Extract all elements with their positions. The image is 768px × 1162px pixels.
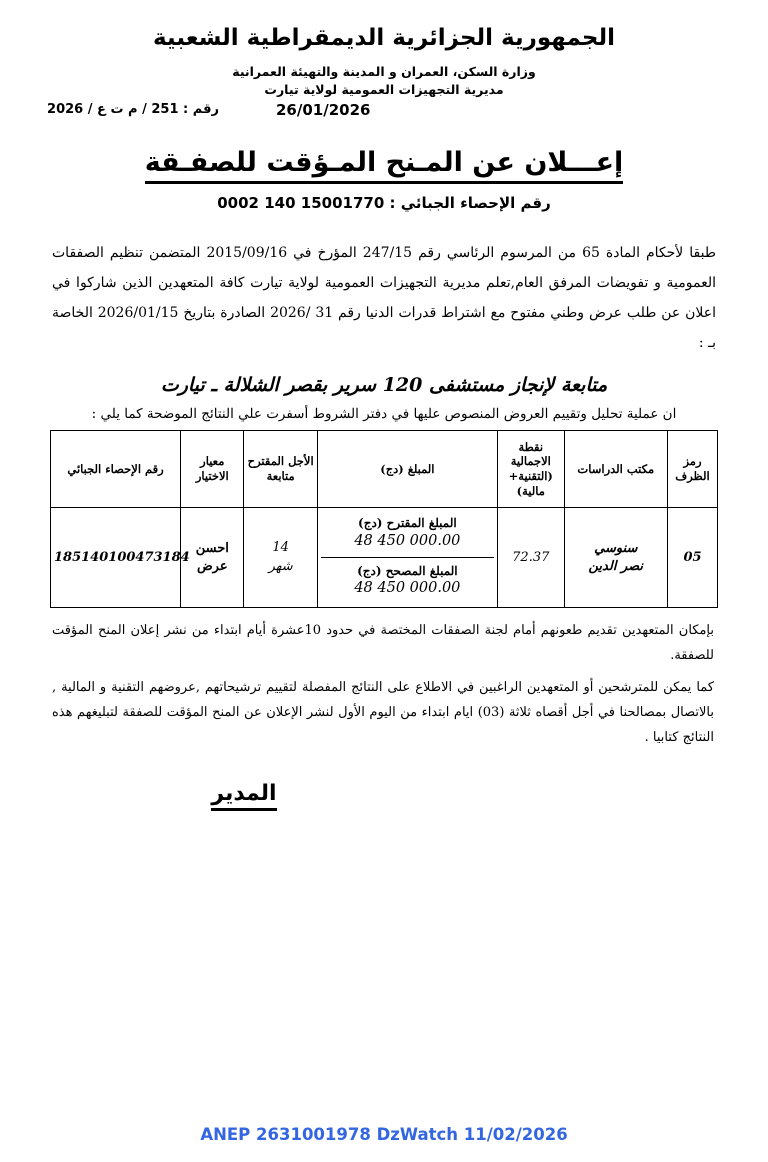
table-header [51, 431, 718, 508]
anep-footer: ANEP 2631001978 DzWatch 11/02/2026 [200, 1125, 568, 1144]
legal-basis-paragraph: طبقا لأحكام المادة 65 من المرسوم الرئاسي رقم 247/15 المؤرخ في 2015/09/16 المتضمن تنظيم الصفقات العمومية و تفويضات المرفق العام,تعلم مديرية التجهيزات العمومية لولاية تيارت كافة المتعهدين الذين شاركوا في اعلان عن طلب عرض وطني مفتوح مع اشتراط قدرات الدنيا رقم 31 /2026 الصادرة بتاريخ 2026/01/15 الخاصة بـ : [52, 245, 717, 352]
column-header-amount: المبلغ (دج) [317, 431, 497, 508]
results-table [50, 430, 718, 608]
criterion-line-1: احسن [195, 541, 229, 557]
column-header-total-score: نقطة الاجمالية (التقنية+ مالية) [497, 431, 564, 508]
amount-proposed-value: 48 450 000.00 [354, 532, 461, 549]
consultation-paragraph: كما يمكن للمترشحين أو المتعهدين الراغبين في الاطلاع على النتائج المفصلة لتقييم ترشيحاتهم ,عروضهم التقنية و المالية , بالاتصال بمصالحنا في أجل أقصاه ثلاثة (03) ايام ابتداء من اليوم الأول لنشر الإعلان عن المنح المؤقت للصفقة لتبليغهم هذه النتائج كتابيا . [52, 679, 715, 746]
header-reference-line [0, 101, 768, 125]
cell-study-office [564, 508, 667, 608]
appeal-paragraph: بإمكان المتعهدين تقديم طعونهم أمام لجنة الصفقات المختصة في حدود 10عشرة أيام ابتداء من نشر إعلان المنح المؤقت للصفقة. [52, 622, 715, 664]
tax-statistics-number: رقم الإحصاء الجبائي : 15001770 140 0002 [217, 194, 551, 212]
document-header [0, 24, 768, 125]
document-page [0, 24, 768, 1162]
ministry-block [0, 63, 768, 99]
evaluation-intro-line: ان عملية تحليل وتقييم العروض المنصوص عليها في دفتر الشروط أسفرت علي النتائج الموضحة كما يلي : [91, 406, 677, 423]
amount-proposed [321, 510, 494, 558]
table-row [51, 508, 718, 608]
results-table-wrapper [50, 430, 718, 608]
republic-heading: الجمهورية الجزائرية الديمقراطية الشعبية [152, 25, 616, 51]
page-title-text: إعـــلان عن المـنح المـؤقت للصفـقة [145, 147, 624, 184]
column-header-study-office: مكتب الدراسات [564, 431, 667, 508]
amount-corrected-label: المبلغ المصحح (دج) [357, 564, 458, 579]
ministry-name: وزارة السكن، العمران و المدينة والتهيئة العمرانية [232, 63, 536, 79]
amount-corrected-value: 48 450 000.00 [354, 580, 461, 597]
cell-delay [244, 508, 317, 608]
delay-unit: شهر [268, 558, 293, 574]
study-office-line-2: نصر الدين [588, 558, 644, 574]
page-title [0, 147, 768, 178]
signature-label: المدير [211, 781, 276, 811]
criterion-line-2: عرض [196, 558, 228, 574]
document-date: 26/01/2026 [276, 101, 371, 119]
amount-split [321, 510, 494, 605]
amount-proposed-label: المبلغ المقترح (دج) [358, 516, 457, 531]
signature-block [0, 781, 768, 811]
column-header-envelope-code: رمز الظرف [667, 431, 717, 508]
delay-number: 14 [272, 540, 289, 556]
table-header-row [51, 431, 718, 508]
column-header-delay: الأجل المقترح متابعة [244, 431, 317, 508]
document-reference-number: رقم : 251 / م ت ع / 2026 [47, 102, 219, 117]
directorate-name: مديرية التجهيزات العمومية لولاية تيارت [264, 81, 504, 97]
column-header-criterion: معيار الاختيار [181, 431, 244, 508]
study-office-line-1: سنوسي [594, 541, 638, 557]
amount-corrected [321, 558, 494, 605]
column-header-fiscal-id: رقم الإحصاء الجبائي [51, 431, 181, 508]
table-body [51, 508, 718, 608]
cell-envelope-code: 05 [667, 508, 717, 608]
cell-criterion [181, 508, 244, 608]
project-title: متابعة لإنجاز مستشفى 120 سرير بقصر الشلالة ـ تيارت [160, 374, 608, 397]
cell-total-score: 72.37 [497, 508, 564, 608]
cell-fiscal-id: 185140100473184 [51, 508, 181, 608]
cell-amount [317, 508, 497, 608]
